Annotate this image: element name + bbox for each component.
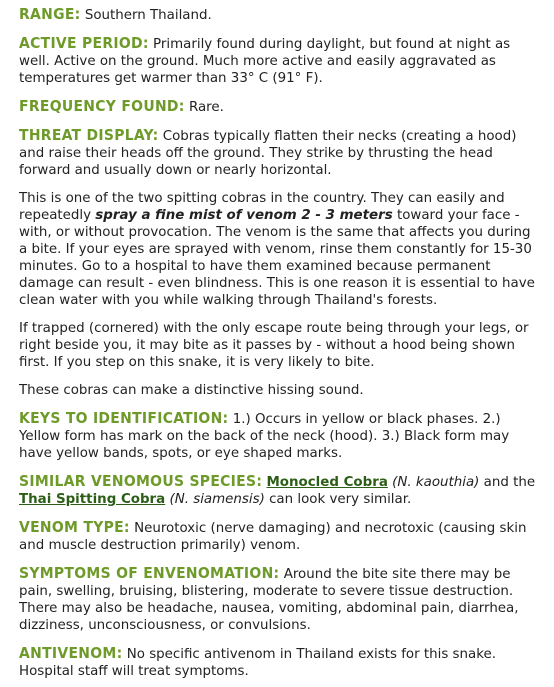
active-period-heading: ACTIVE PERIOD: (19, 34, 149, 52)
similar-species-ending: can look very similar. (269, 492, 412, 507)
monocled-cobra-link[interactable]: Monocled Cobra (266, 475, 388, 490)
hissing-text: These cobras can make a distinctive hissing sound. (19, 383, 364, 398)
range-heading: RANGE: (19, 5, 81, 23)
active-period-text: Primarily found during daylight, but found at night as well. Active on the ground. Much more active and easily aggravated as temperatures get warmer than 33° C (91° F). (19, 37, 511, 86)
trapped-paragraph (19, 320, 542, 371)
symptoms-section (19, 565, 542, 634)
spitting-emphasis: spray a fine mist of venom 2 - 3 meters (95, 208, 393, 223)
venom-type-text: Neurotoxic (nerve damaging) and necrotoxic (causing skin and muscle destruction primarily) venom. (19, 521, 527, 553)
threat-display-text: Cobras typically flatten their necks (creating a hood) and raise their heads off the ground. They strike by thrusting the head forward and usually down or nearly horizontal. (19, 129, 517, 178)
thai-spitting-cobra-scientific-name: (N. siamensis) (169, 492, 265, 507)
frequency-heading: FREQUENCY FOUND: (19, 97, 185, 115)
spitting-text-after: toward your face - with, or without provocation. The venom is the same that affects you during a bite. If your eyes are sprayed with venom, rinse them constantly for 15-30 minutes. Go to a hospital to have them examined because permanent damage can result - even blindness. This is one reason it is essential to have clean water with you while walking through Thailand's forests. (19, 208, 535, 308)
antivenom-text: No specific antivenom in Thailand exists for this snake. Hospital staff will treat symptoms. (19, 647, 496, 679)
thai-spitting-cobra-link[interactable]: Thai Spitting Cobra (19, 492, 166, 507)
symptoms-text: Around the bite site there may be pain, swelling, bruising, blistering, moderate to severe tissue destruction. There may also be headache, nausea, vomiting, abdominal pain, diarrhea, dizziness, unconsciousness, or convulsions. (19, 567, 519, 633)
keys-heading: KEYS TO IDENTIFICATION: (19, 409, 229, 427)
keys-section (19, 410, 542, 462)
trapped-text: If trapped (cornered) with the only escape route being through your legs, or right beside you, it may bite as it passes by - without a hood being shown first. If you step on this snake, it is very likely to bite. (19, 321, 529, 370)
active-period-section (19, 35, 542, 87)
antivenom-heading: ANTIVENOM: (19, 644, 123, 662)
keys-text: 1.) Occurs in yellow or black phases. 2.) Yellow form has mark on the back of the neck (hood). 3.) Black form may have yellow bands, spots, or eye shaped marks. (19, 412, 510, 461)
spitting-text-before: This is one of the two spitting cobras in the country. They can easily and repeatedly (19, 191, 505, 223)
frequency-section (19, 98, 542, 116)
range-section (19, 6, 542, 24)
similar-species-connector: and the (483, 475, 536, 490)
hissing-paragraph (19, 382, 542, 399)
spitting-paragraph (19, 190, 542, 309)
symptoms-heading: SYMPTOMS OF ENVENOMATION: (19, 564, 280, 582)
range-text: Southern Thailand. (84, 8, 212, 23)
venom-type-heading: VENOM TYPE: (19, 518, 130, 536)
threat-display-section (19, 127, 542, 179)
venom-type-section (19, 519, 542, 554)
antivenom-section (19, 645, 542, 680)
threat-display-heading: THREAT DISPLAY: (19, 126, 159, 144)
similar-species-heading: SIMILAR VENOMOUS SPECIES: (19, 472, 263, 490)
frequency-text: Rare. (188, 100, 224, 115)
similar-species-section (19, 473, 542, 508)
monocled-cobra-scientific-name: (N. kaouthia) (392, 475, 480, 490)
